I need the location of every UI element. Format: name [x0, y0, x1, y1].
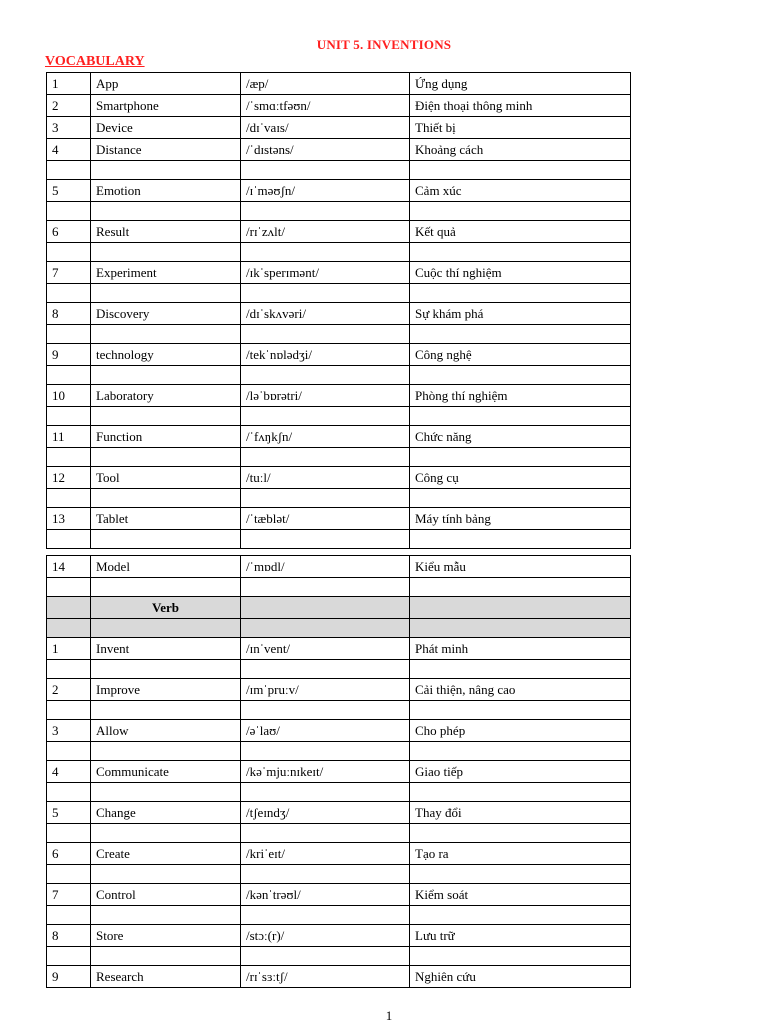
cell-pronunciation: /tʃeɪndʒ/ — [241, 802, 410, 824]
vocab-row — [47, 95, 631, 117]
spacer-row — [47, 619, 631, 638]
spacer-row — [47, 824, 631, 843]
cell-word — [91, 243, 241, 262]
cell-meaning — [410, 824, 631, 843]
cell-pronunciation — [241, 202, 410, 221]
cell-meaning: Cho phép — [410, 720, 631, 742]
vocab-row — [47, 802, 631, 824]
cell-pronunciation: /tuːl/ — [241, 467, 410, 489]
cell-word — [91, 530, 241, 549]
cell-meaning — [410, 243, 631, 262]
cell-meaning: Nghiên cứu — [410, 966, 631, 988]
cell-number — [47, 947, 91, 966]
cell-number — [47, 824, 91, 843]
cell-meaning — [410, 407, 631, 426]
cell-meaning — [410, 742, 631, 761]
cell-meaning — [410, 161, 631, 180]
vocab-row — [47, 679, 631, 701]
spacer-row — [47, 578, 631, 597]
cell-meaning: Kiểu mẫu — [410, 556, 631, 578]
vocab-row — [47, 221, 631, 243]
vocab-row — [47, 262, 631, 284]
cell-number: 7 — [47, 262, 91, 284]
cell-number: 1 — [47, 73, 91, 95]
cell-meaning: Thay đổi — [410, 802, 631, 824]
cell-pronunciation — [241, 906, 410, 925]
cell-word: Discovery — [91, 303, 241, 325]
cell-pronunciation — [241, 407, 410, 426]
cell-meaning: Lưu trữ — [410, 925, 631, 947]
cell-word: Experiment — [91, 262, 241, 284]
cell-number: 1 — [47, 638, 91, 660]
cell-number — [47, 660, 91, 679]
cell-meaning: Cảm xúc — [410, 180, 631, 202]
cell-word: Model — [91, 556, 241, 578]
vocabulary-table-verbs — [46, 555, 631, 988]
cell-number: 3 — [47, 117, 91, 139]
cell-meaning — [410, 489, 631, 508]
vocab-row — [47, 467, 631, 489]
cell-number — [47, 161, 91, 180]
cell-pronunciation: /ˈmɒdl/ — [241, 556, 410, 578]
spacer-row — [47, 202, 631, 221]
cell-meaning: Sự khám phá — [410, 303, 631, 325]
vocab-row — [47, 843, 631, 865]
cell-word — [91, 284, 241, 303]
cell-pronunciation: /ɪnˈvent/ — [241, 638, 410, 660]
cell-number: 9 — [47, 344, 91, 366]
cell-pronunciation — [241, 824, 410, 843]
cell-word: Communicate — [91, 761, 241, 783]
cell-pronunciation — [241, 701, 410, 720]
cell-word: Emotion — [91, 180, 241, 202]
cell-number — [47, 578, 91, 597]
cell-number — [47, 202, 91, 221]
cell-word: App — [91, 73, 241, 95]
cell-pronunciation: /dɪˈvaɪs/ — [241, 117, 410, 139]
cell-word — [91, 161, 241, 180]
cell-number: 7 — [47, 884, 91, 906]
cell-number: 6 — [47, 843, 91, 865]
cell-pronunciation — [241, 366, 410, 385]
cell-number: 8 — [47, 303, 91, 325]
cell-meaning: Máy tính bảng — [410, 508, 631, 530]
cell-meaning — [410, 947, 631, 966]
cell-meaning: Công nghệ — [410, 344, 631, 366]
document-title: UNIT 5. INVENTIONS — [316, 37, 452, 52]
vocab-row — [47, 73, 631, 95]
cell-meaning — [410, 325, 631, 344]
section-row-verb — [47, 597, 631, 619]
cell-number — [47, 597, 91, 619]
spacer-row — [47, 906, 631, 925]
vocab-row — [47, 638, 631, 660]
spacer-row — [47, 865, 631, 884]
cell-pronunciation — [241, 597, 410, 619]
cell-pronunciation — [241, 742, 410, 761]
cell-pronunciation: /kriˈeɪt/ — [241, 843, 410, 865]
cell-meaning: Phát minh — [410, 638, 631, 660]
spacer-row — [47, 448, 631, 467]
cell-pronunciation: /ˈsmɑːtfəʊn/ — [241, 95, 410, 117]
cell-number — [47, 619, 91, 638]
cell-pronunciation — [241, 325, 410, 344]
cell-word: Research — [91, 966, 241, 988]
cell-word — [91, 448, 241, 467]
cell-pronunciation — [241, 530, 410, 549]
cell-number — [47, 530, 91, 549]
cell-number — [47, 742, 91, 761]
cell-pronunciation: /rɪˈsɜːtʃ/ — [241, 966, 410, 988]
cell-word: Store — [91, 925, 241, 947]
cell-pronunciation — [241, 578, 410, 597]
cell-word: Result — [91, 221, 241, 243]
cell-pronunciation — [241, 783, 410, 802]
cell-meaning: Điện thoại thông minh — [410, 95, 631, 117]
cell-meaning — [410, 906, 631, 925]
cell-meaning: Chức năng — [410, 426, 631, 448]
cell-pronunciation: /ˈfʌŋkʃn/ — [241, 426, 410, 448]
vocabulary-table-nouns — [46, 72, 631, 549]
section-heading-vocabulary: VOCABULARY — [45, 54, 145, 69]
cell-pronunciation: /kəˈmjuːnɪkeɪt/ — [241, 761, 410, 783]
cell-word — [91, 407, 241, 426]
page-number: 1 — [385, 1008, 393, 1023]
spacer-row — [47, 660, 631, 679]
cell-pronunciation: /stɔː(r)/ — [241, 925, 410, 947]
cell-word: Device — [91, 117, 241, 139]
cell-word: technology — [91, 344, 241, 366]
cell-word — [91, 701, 241, 720]
cell-meaning: Cải thiện, nâng cao — [410, 679, 631, 701]
spacer-row — [47, 284, 631, 303]
cell-meaning — [410, 202, 631, 221]
cell-word — [91, 202, 241, 221]
cell-number — [47, 325, 91, 344]
cell-word — [91, 783, 241, 802]
cell-number — [47, 243, 91, 262]
cell-number: 5 — [47, 180, 91, 202]
vocab-row — [47, 180, 631, 202]
cell-word: Create — [91, 843, 241, 865]
cell-word: Change — [91, 802, 241, 824]
cell-word — [91, 906, 241, 925]
cell-word — [91, 489, 241, 508]
cell-word: Allow — [91, 720, 241, 742]
cell-meaning — [410, 284, 631, 303]
cell-pronunciation — [241, 161, 410, 180]
cell-meaning — [410, 448, 631, 467]
cell-word — [91, 742, 241, 761]
cell-word — [91, 578, 241, 597]
cell-number: 2 — [47, 679, 91, 701]
cell-pronunciation: /dɪˈskʌvəri/ — [241, 303, 410, 325]
cell-pronunciation: /tekˈnɒlədʒi/ — [241, 344, 410, 366]
vocab-row — [47, 966, 631, 988]
vocab-row — [47, 426, 631, 448]
spacer-row — [47, 325, 631, 344]
cell-word: Laboratory — [91, 385, 241, 407]
cell-number — [47, 489, 91, 508]
cell-pronunciation: /ɪkˈsperɪmənt/ — [241, 262, 410, 284]
spacer-row — [47, 530, 631, 549]
vocab-row — [47, 303, 631, 325]
cell-number — [47, 407, 91, 426]
cell-meaning — [410, 660, 631, 679]
cell-number — [47, 701, 91, 720]
cell-meaning — [410, 865, 631, 884]
cell-word — [91, 865, 241, 884]
cell-pronunciation: /rɪˈzʌlt/ — [241, 221, 410, 243]
spacer-row — [47, 407, 631, 426]
cell-word — [91, 325, 241, 344]
cell-number: 4 — [47, 761, 91, 783]
cell-word — [91, 366, 241, 385]
cell-meaning — [410, 597, 631, 619]
spacer-row — [47, 243, 631, 262]
cell-meaning: Phòng thí nghiệm — [410, 385, 631, 407]
vocab-row — [47, 139, 631, 161]
cell-number: 5 — [47, 802, 91, 824]
cell-meaning: Ứng dụng — [410, 73, 631, 95]
cell-pronunciation — [241, 489, 410, 508]
cell-number: 6 — [47, 221, 91, 243]
cell-pronunciation — [241, 865, 410, 884]
cell-meaning — [410, 619, 631, 638]
spacer-row — [47, 489, 631, 508]
cell-number: 13 — [47, 508, 91, 530]
spacer-row — [47, 366, 631, 385]
cell-word — [91, 619, 241, 638]
cell-pronunciation: /æp/ — [241, 73, 410, 95]
cell-pronunciation — [241, 284, 410, 303]
cell-pronunciation — [241, 619, 410, 638]
cell-number — [47, 783, 91, 802]
vocab-row — [47, 720, 631, 742]
cell-meaning — [410, 366, 631, 385]
cell-number: 11 — [47, 426, 91, 448]
cell-number: 3 — [47, 720, 91, 742]
cell-word: Function — [91, 426, 241, 448]
cell-pronunciation: /kənˈtrəʊl/ — [241, 884, 410, 906]
cell-pronunciation — [241, 947, 410, 966]
cell-meaning: Giao tiếp — [410, 761, 631, 783]
verb-section-label: Verb — [91, 597, 241, 619]
cell-pronunciation — [241, 243, 410, 262]
cell-meaning — [410, 578, 631, 597]
cell-number: 4 — [47, 139, 91, 161]
cell-word — [91, 947, 241, 966]
cell-number — [47, 284, 91, 303]
cell-meaning: Tạo ra — [410, 843, 631, 865]
cell-meaning: Thiết bị — [410, 117, 631, 139]
vocab-row — [47, 344, 631, 366]
cell-pronunciation: /ˈdɪstəns/ — [241, 139, 410, 161]
cell-meaning — [410, 530, 631, 549]
cell-word: Tablet — [91, 508, 241, 530]
cell-word: Control — [91, 884, 241, 906]
vocab-row — [47, 385, 631, 407]
vocab-row — [47, 556, 631, 578]
cell-meaning: Khoảng cách — [410, 139, 631, 161]
vocab-row — [47, 508, 631, 530]
cell-pronunciation — [241, 448, 410, 467]
cell-number: 8 — [47, 925, 91, 947]
vocab-row — [47, 884, 631, 906]
cell-word — [91, 660, 241, 679]
cell-number — [47, 448, 91, 467]
cell-word: Distance — [91, 139, 241, 161]
cell-word: Improve — [91, 679, 241, 701]
spacer-row — [47, 701, 631, 720]
cell-meaning — [410, 701, 631, 720]
cell-pronunciation: /əˈlaʊ/ — [241, 720, 410, 742]
spacer-row — [47, 742, 631, 761]
cell-number: 12 — [47, 467, 91, 489]
cell-number — [47, 366, 91, 385]
vocab-row — [47, 117, 631, 139]
cell-word: Tool — [91, 467, 241, 489]
cell-word: Invent — [91, 638, 241, 660]
vocab-row — [47, 925, 631, 947]
cell-meaning: Công cụ — [410, 467, 631, 489]
cell-pronunciation — [241, 660, 410, 679]
spacer-row — [47, 161, 631, 180]
cell-pronunciation: /ɪˈməʊʃn/ — [241, 180, 410, 202]
cell-meaning: Kết quả — [410, 221, 631, 243]
cell-number: 14 — [47, 556, 91, 578]
cell-number: 10 — [47, 385, 91, 407]
cell-meaning: Cuộc thí nghiệm — [410, 262, 631, 284]
cell-meaning — [410, 783, 631, 802]
cell-meaning: Kiểm soát — [410, 884, 631, 906]
cell-pronunciation: /ləˈbɒrətri/ — [241, 385, 410, 407]
cell-word — [91, 824, 241, 843]
spacer-row — [47, 783, 631, 802]
vocab-row — [47, 761, 631, 783]
cell-number: 2 — [47, 95, 91, 117]
cell-pronunciation: /ɪmˈpruːv/ — [241, 679, 410, 701]
spacer-row — [47, 947, 631, 966]
cell-pronunciation: /ˈtæblət/ — [241, 508, 410, 530]
cell-number: 9 — [47, 966, 91, 988]
cell-number — [47, 865, 91, 884]
cell-number — [47, 906, 91, 925]
cell-word: Smartphone — [91, 95, 241, 117]
